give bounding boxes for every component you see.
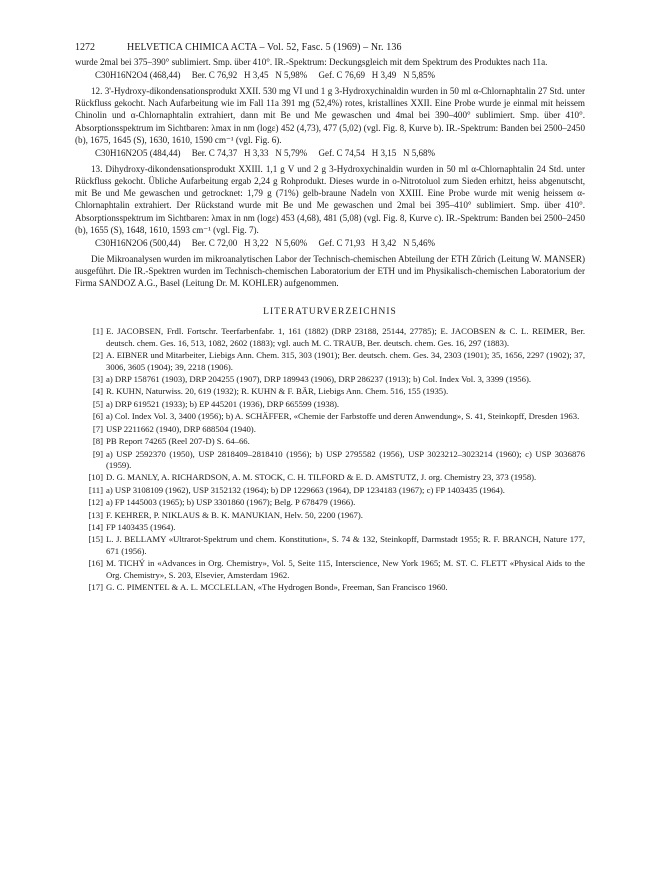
paragraph-continuation: wurde 2mal bei 375–390° sublimiert. Smp. über 410°. IR.-Spektrum: Deckungsgleich mit dem Spektrum des Produktes nach 11a.	[75, 57, 548, 67]
reference-text: M. TICHÝ in «Advances in Org. Chemistry», Vol. 5, Seite 115, Interscience, New York 1965; M. ST. C. FLETT «Physical Aids to the Org. Chemistry», S. 203, Elsevier, Amsterdam 1962.	[106, 558, 585, 580]
reference-item	[75, 374, 585, 385]
reference-number: [4]	[92, 386, 103, 397]
reference-text: E. JACOBSEN, Frdl. Fortschr. Teerfarbenfabr. 1, 161 (1882) (DRP 23188, 25144, 27785); E. JACOBSEN & C. L. REIMER, Ber. deutsch. chem. Ges. 16, 513, 1082, 2602 (1883); vgl. auch M. C. TRAUB, Ber. deutsch. chem. Ges. 16, 297 (1883).	[106, 326, 585, 348]
reference-item	[75, 411, 585, 422]
reference-item	[75, 350, 585, 373]
reference-item	[75, 424, 585, 435]
reference-text: G. C. PIMENTEL & A. L. MCCLELLAN, «The Hydrogen Bond», Freeman, San Francisco 1960.	[106, 581, 448, 592]
reference-item	[75, 510, 585, 521]
reference-number: [6]	[92, 411, 103, 422]
reference-text: a) USP 2592370 (1950), USP 2818409–2818410 (1956); b) USP 2795582 (1956), USP 3023212–3023214 (1960); c) USP 3036876 (1959).	[106, 448, 585, 470]
reference-number: [9]	[92, 448, 103, 459]
reference-list	[75, 326, 585, 593]
running-head: HELVETICA CHIMICA ACTA – Vol. 52, Fasc. 5 (1969) – Nr. 136	[127, 42, 402, 53]
reference-number: [14]	[88, 521, 103, 532]
elemental-analysis-1: C30H16N2O4 (468,44) Ber. C 76,92 H 3,45 N 5,98% Gef. C 76,69 H 3,49 N 5,85%	[95, 70, 435, 81]
reference-item	[75, 582, 585, 593]
paragraph-compound-xxii: 12. 3'-Hydroxy-dikondensationsprodukt XXII. 530 mg VI und 1 g 3-Hydroxychinaldin wurden in 50 ml α-Chlornaphtalin 27 Std. unter Rückfluss gekocht. Nach Aufarbeitung wie im Fall 11a 391 mg (52,4%) rotes, kristallines XXII. Eine Probe wurde je einmal mit heissem Chinolin und α-Chlornaphtalin extrahiert, dann mit Be und Me gewaschen und 4mal bei 390–400° sublimiert. Smp. über 410°. Absorptionsspektrum im Sichtbaren: λmax in nm (logε) 452 (4,73), 477 (5,02) (vgl. Fig. 8, Kurve b). IR.-Spektrum: Banden bei 2500–2450 (b), 1675, 1645 (S), 1630, 1610, 1590 cm⁻¹ (vgl. Fig. 6).	[75, 86, 585, 145]
reference-text: a) USP 3108109 (1962), USP 3152132 (1964); b) DP 1229663 (1964), DP 1234183 (1967); c) FP 1403435 (1964).	[106, 484, 505, 495]
reference-item	[75, 522, 585, 533]
reference-number: [11]	[88, 484, 103, 495]
reference-text: USP 2211662 (1940), DRP 688504 (1940).	[106, 423, 256, 434]
reference-number: [15]	[88, 534, 103, 545]
reference-number: [16]	[88, 558, 103, 569]
page-number: 1272	[75, 42, 95, 53]
references-heading: LITERATURVERZEICHNIS	[263, 307, 397, 318]
reference-item	[75, 472, 585, 483]
reference-text: a) DRP 619521 (1933); b) EP 445201 (1936), DRP 665599 (1938).	[106, 398, 340, 409]
reference-number: [13]	[88, 509, 103, 520]
reference-number: [7]	[92, 423, 103, 434]
reference-item	[75, 534, 585, 557]
elemental-analysis-3: C30H16N2O6 (500,44) Ber. C 72,00 H 3,22 N 5,60% Gef. C 71,93 H 3,42 N 5,46%	[95, 238, 435, 249]
reference-text: F. KEHRER, P. NIKLAUS & B. K. MANUKIAN, Helv. 50, 2200 (1967).	[106, 509, 363, 520]
reference-number: [12]	[88, 497, 103, 508]
paragraph-acknowledgement: Die Mikroanalysen wurden im mikroanalytischen Labor der Technisch-chemischen Abteilung der ETH Zürich (Leitung W. MANSER) ausgeführt. Die IR.-Spektren wurden im Technisch-chemischen Laboratorium der ETH und im Physikalisch-chemischen Laboratorium der Firma SANDOZ A.G., Basel (Leitung Dr. M. KOHLER) aufgenommen.	[75, 253, 585, 289]
reference-item	[75, 449, 585, 472]
reference-text: a) Col. Index Vol. 3, 3400 (1956); b) A. SCHÄFFER, «Chemie der Farbstoffe und deren Anwendung», S. 41, Steinkopff, Dresden 1963.	[106, 411, 580, 422]
reference-item	[75, 436, 585, 447]
reference-item	[75, 558, 585, 581]
reference-item	[75, 386, 585, 397]
reference-text: R. KUHN, Naturwiss. 20, 619 (1932); R. KUHN & F. BÄR, Liebigs Ann. Chem. 516, 155 (1935).	[106, 386, 449, 397]
paragraph-compound-xxiii: 13. Dihydroxy-dikondensationsprodukt XXIII. 1,1 g V und 2 g 3-Hydroxychinaldin wurden in 50 ml α-Chlornaphtalin 24 Std. unter Rückfluss gekocht. Übliche Aufarbeitung ergab 2,24 g Rohprodukt. Dieses wurde in o-Nitrotoluol zum Sieden erhitzt, heiss abgenutscht, mit Be und Me gewaschen und getrocknet: 1,79 g (71%) gelb-braune Nadeln von XXIII. Eine Probe wurde mit wenig heissem α-Chlornaphtalin extrahiert. Der Rückstand wurde mit Be und Me gewaschen und 2mal bei 395–410° sublimiert. Smp. über 410°. Absorptionsspektrum im Sichtbaren: λmax in nm (logε) 453 (4,68), 481 (5,08) (vgl. Fig. 8, Kurve c). IR.-Spektrum: Banden bei 2500–2450 (b), 1655 (S), 1648, 1610, 1593 cm⁻¹ (vgl. Fig. 7).	[75, 163, 585, 235]
reference-text: L. J. BELLAMY «Ultrarot-Spektrum und chem. Konstitution», S. 74 & 132, Steinkopff, Darmstadt 1955; R. F. BRANCH, Nature 177, 671 (1956).	[106, 534, 585, 556]
reference-number: [5]	[92, 398, 103, 409]
reference-number: [2]	[92, 350, 103, 361]
reference-item	[75, 497, 585, 508]
reference-text: a) FP 1445003 (1965); b) USP 3301860 (1967); Belg. P 678479 (1966).	[106, 497, 356, 508]
reference-text: FP 1403435 (1964).	[106, 521, 176, 532]
reference-item	[75, 326, 585, 349]
reference-number: [8]	[92, 436, 103, 447]
reference-text: D. G. MANLY, A. RICHARDSON, A. M. STOCK, C. H. TILFORD & E. D. AMSTUTZ, J. org. Chemistry 23, 373 (1958).	[106, 472, 537, 483]
reference-text: a) DRP 158761 (1903), DRP 204255 (1907), DRP 189943 (1906), DRP 286237 (1913); b) Col. Index Vol. 3, 3399 (1956).	[106, 374, 532, 385]
reference-item	[75, 399, 585, 410]
reference-number: [3]	[92, 374, 103, 385]
reference-text: PB Report 74265 (Reel 207-D) S. 64–66.	[106, 436, 250, 447]
reference-text: A. EIBNER und Mitarbeiter, Liebigs Ann. Chem. 315, 303 (1901); Ber. deutsch. chem. Ges. 34, 2303 (1901); 35, 1656, 2297 (1902); 37, 3006, 3605 (1904); 39, 2218 (1906).	[106, 350, 585, 372]
journal-page	[75, 40, 585, 594]
page-header	[75, 40, 585, 56]
elemental-analysis-2: C30H16N2O5 (484,44) Ber. C 74,37 H 3,33 N 5,79% Gef. C 74,54 H 3,15 N 5,68%	[95, 148, 435, 159]
reference-item	[75, 485, 585, 496]
reference-number: [1]	[92, 326, 103, 337]
reference-number: [10]	[88, 472, 103, 483]
reference-number: [17]	[88, 581, 103, 592]
